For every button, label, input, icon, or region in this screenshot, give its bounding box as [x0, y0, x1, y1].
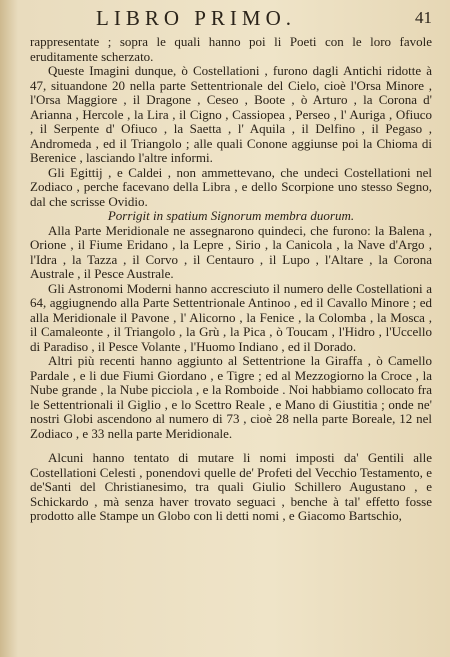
paragraph: Gli Egittij , e Caldei , non ammettevano, che undeci Costellationi nel Zodiaco , perche facevano della Libra , e dello Scorpione uno stesso Segno, dal che scrisse Ovidio. — [30, 164, 432, 209]
paragraph: Gli Astronomi Moderni hanno accresciuto il numero delle Costellationi a 64, aggiugnendo alla Parte Settentrionale Antinoo , ed il Cavallo Minore ; ed alla Meridionale il Pavone , l' Alicorno , la Fenice , la Colomba , la Mosca , il Camaleonte , il Triangolo , la Grù , la Pica , ò Toucam , l'Hidro , l'Uccello di Paradiso , il Pesce Volante , l'Huomo Indiano , ed il Dorado. — [30, 280, 432, 354]
paragraph: Queste Imagini dunque, ò Costellationi , furono dagli Antichi ridotte à 47, situandone 20 nella parte Settentrionale del Cielo, cioè l'Orsa Minore , l'Orsa Maggiore , il Dragone , Ceseo , Boote , ò Arturo , la Corona d' Arianna , Hercole , la Lira , il Cigno , Cassiopea , Perseo , l' Auriga , Ofiuco , il Serpente d' Ofiuco , la Saetta , l' Aquila , il Delfino , il Pegaso , Andromeda , ed il Triangolo ; alle quali Conone aggiunse poi la Chioma di Berenice , lasciando l'altre informi. — [30, 63, 432, 165]
verse-quotation: Porrigit in spatium Signorum membra duorum. — [107, 208, 355, 223]
paragraph: Alla Parte Meridionale ne assegnarono quindeci, che furono: la Balena , Orione , il Fiume Eridano , la Lepre , Sirio , la Canicola , la Nave d'Argo , l'Idra , la Tazza , il Corvo , il Centauro , il Lupo , l'Altare , la Corona Australe , il Pesce Australe. — [30, 222, 432, 281]
paragraph: Alcuni hanno tentato di mutare li nomi imposti da' Gentili alle Costellationi Celesti , ponendovi quelle de' Profeti del Vecchio Testamento, e de'Santi del Christianesimo, tra quali Giulio Schillero Augustano , e Schickardo , mà senza haver trovato seguaci , benche à tal' effetto fosse prodotto alle Stampe un Globo con li detti nomi , e Giacomo Bartschio, — [30, 450, 432, 523]
page-header — [0, 4, 450, 30]
paragraph: rappresentate ; sopra le quali hanno poi li Poeti con le loro favole eruditamente scherzato. — [30, 34, 432, 64]
page-number: 41 — [415, 8, 432, 27]
running-head: LIBRO PRIMO. — [96, 6, 297, 30]
body-text — [30, 35, 432, 524]
paragraph: Altri più recenti hanno aggiunto al Settentrione la Giraffa , ò Camello Pardale , e li due Fiumi Giordano , e Tigre ; ed al Mezzogiorno la Croce , la Nube grande , la Nube picciola , e la Romboide . Noi habbiamo collocato fra le Settentrionali il Giglio , e lo Scettro Reale , e Mano di Giustitia ; onde ne' nostri Globi ascendono al numero di 73 , cioè 28 nella parte Boreale, 12 nel Zodiaco , e 33 nella parte Meridionale. — [30, 353, 432, 441]
